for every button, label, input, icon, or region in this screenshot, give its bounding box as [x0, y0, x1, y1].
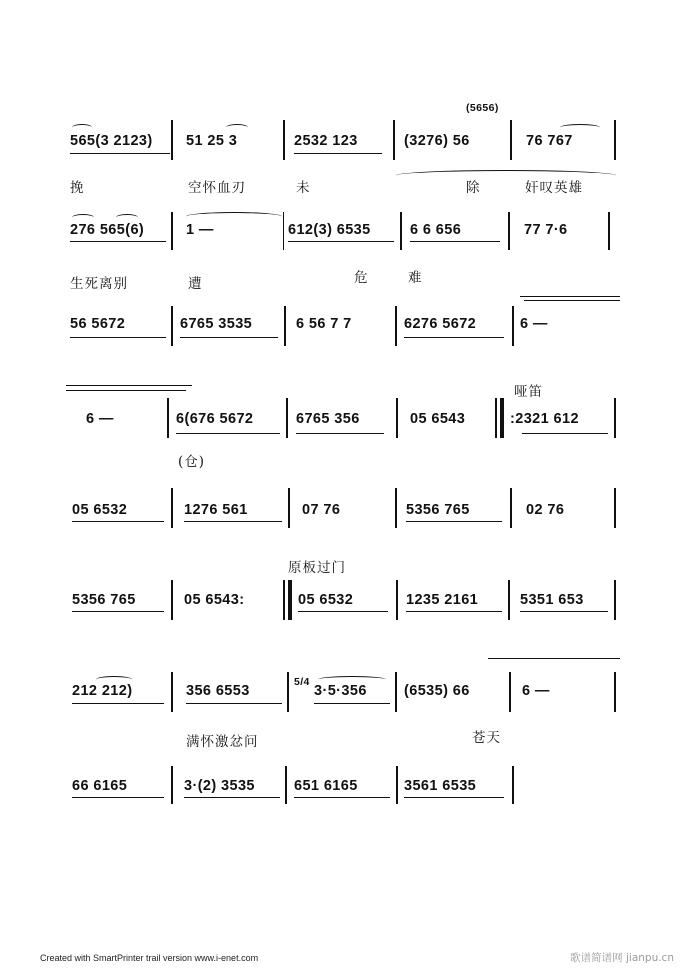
barline [396, 398, 398, 438]
barline [510, 120, 512, 160]
measure-r7-m3: 3·5·356 [314, 683, 367, 699]
underline [72, 521, 164, 522]
underline [404, 797, 504, 798]
measure-r7-m2: 356 6553 [186, 683, 250, 699]
measure-r1-m4: (3276) 56 [404, 133, 470, 149]
underline [296, 433, 384, 434]
underline [176, 433, 280, 434]
underline [72, 611, 164, 612]
underline [72, 703, 164, 704]
measure-r5-m4: 5356 765 [406, 502, 470, 518]
section-label: 原板过门 [288, 560, 346, 576]
above-note: (5656) [466, 102, 499, 114]
tie-line [524, 300, 620, 301]
barline [614, 488, 616, 528]
barline [284, 306, 286, 346]
barline [400, 212, 402, 250]
tie-line [488, 658, 620, 659]
measure-r3-m2: 6765 3535 [180, 316, 253, 332]
lyric: 难 [408, 270, 423, 286]
measure-r2-m5: 77 7·6 [524, 222, 568, 238]
barline [285, 766, 287, 804]
measure-r2-m1: 276 565(6) [70, 222, 145, 238]
slur [226, 124, 248, 131]
underline [406, 521, 502, 522]
repeat-barline [500, 398, 504, 438]
barline [608, 212, 610, 250]
footer-credit: Created with SmartPrinter trail version www.i-enet.com [40, 953, 259, 963]
measure-r3-m5: 6 — [520, 316, 548, 332]
barline [171, 488, 173, 528]
measure-r5-m3: 07 76 [302, 502, 341, 518]
measure-r8-m3: 651 6165 [294, 778, 358, 794]
lyric: 空怀血刃 [188, 180, 246, 196]
barline [283, 120, 285, 160]
barline [495, 398, 497, 438]
underline [522, 433, 608, 434]
underline [406, 611, 502, 612]
measure-r4-m3: 6765 356 [296, 411, 360, 427]
lyric: 危 [354, 270, 369, 286]
barline [510, 488, 512, 528]
measure-r4-m1: 6 — [86, 411, 114, 427]
measure-r1-m5: 76 767 [526, 133, 573, 149]
barline [283, 580, 285, 620]
underline [72, 797, 164, 798]
barline [288, 488, 290, 528]
measure-r7-m1: 212 212) [72, 683, 133, 699]
barline [508, 212, 510, 250]
barline [396, 766, 398, 804]
barline [396, 580, 398, 620]
measure-r2-m2: 1 — [186, 222, 214, 238]
lyric: 挽 [70, 180, 85, 196]
measure-r6-m2: 05 6543: [184, 592, 245, 608]
measure-r7-m4: (6535) 66 [404, 683, 470, 699]
barline [395, 672, 397, 712]
slur [116, 214, 138, 221]
phrase-slur [186, 212, 282, 221]
barline [287, 672, 289, 712]
lyric: 除 [466, 180, 481, 196]
underline [294, 797, 390, 798]
lyric: 遭 [188, 276, 203, 292]
barline [512, 306, 514, 346]
slur [72, 214, 94, 221]
tie-line [520, 296, 620, 297]
measure-r8-m2: 3·(2) 3535 [184, 778, 255, 794]
performance-note: 哑笛 [514, 384, 543, 400]
underline [180, 337, 278, 338]
underline [410, 241, 500, 242]
measure-r5-m1: 05 6532 [72, 502, 128, 518]
barline [508, 580, 510, 620]
barline [171, 120, 173, 160]
measure-r3-m4: 6276 5672 [404, 316, 477, 332]
underline [298, 611, 388, 612]
lyric: 奸叹英雄 [525, 180, 583, 196]
slur [318, 676, 386, 683]
measure-r5-m2: 1276 561 [184, 502, 248, 518]
measure-r6-m5: 5351 653 [520, 592, 584, 608]
measure-r7-m5: 6 — [522, 683, 550, 699]
lyric: 苍天 [472, 730, 501, 746]
phrase-slur [396, 170, 616, 181]
barline [509, 672, 511, 712]
barline [171, 580, 173, 620]
underline [404, 337, 504, 338]
tie-line [66, 390, 186, 391]
barline [283, 212, 284, 250]
lyric: 满怀激忿问 [186, 734, 259, 750]
underline [70, 241, 166, 242]
measure-r6-m3: 05 6532 [298, 592, 354, 608]
barline [395, 488, 397, 528]
slur [96, 676, 132, 683]
measure-r8-m1: 66 6165 [72, 778, 128, 794]
underline [184, 797, 280, 798]
barline [512, 766, 514, 804]
barline [167, 398, 169, 438]
underline [186, 703, 282, 704]
slur [72, 124, 92, 131]
meter-mark: 5/4 [294, 676, 310, 688]
underline [520, 611, 608, 612]
barline [171, 766, 173, 804]
measure-r3-m3: 6 56 7 7 [296, 316, 352, 332]
measure-r4-m5: :2321 612 [510, 411, 579, 427]
watermark: 歌谱简谱网 jianpu.cn [570, 952, 674, 964]
measure-r8-m4: 3561 6535 [404, 778, 477, 794]
measure-r6-m4: 1235 2161 [406, 592, 479, 608]
measure-r1-m2: 51 25 3 [186, 133, 238, 149]
measure-r6-m1: 5356 765 [72, 592, 136, 608]
barline [171, 672, 173, 712]
measure-r4-m4: 05 6543 [410, 411, 466, 427]
barline [614, 580, 616, 620]
measure-r2-m3: 612(3) 6535 [288, 222, 371, 238]
measure-r4-m2: 6(676 5672 [176, 411, 254, 427]
barline [614, 672, 616, 712]
measure-r5-m5: 02 76 [526, 502, 565, 518]
barline [171, 306, 173, 346]
underline [70, 153, 170, 154]
underline [70, 337, 166, 338]
barline [614, 120, 616, 160]
measure-r1-m1: 565(3 2123) [70, 133, 153, 149]
barline [395, 306, 397, 346]
percussion-note: (仓) [178, 454, 206, 470]
barline [171, 212, 173, 250]
measure-r1-m3: 2532 123 [294, 133, 358, 149]
barline [286, 398, 288, 438]
underline [314, 703, 390, 704]
lyric: 生死离别 [70, 276, 128, 292]
lyric: 未 [296, 180, 311, 196]
tie-line [66, 385, 192, 386]
barline [393, 120, 395, 160]
underline [288, 241, 394, 242]
underline [294, 153, 382, 154]
barline [614, 398, 616, 438]
slur [560, 124, 600, 131]
underline [184, 521, 282, 522]
measure-r3-m1: 56 5672 [70, 316, 126, 332]
repeat-barline [288, 580, 292, 620]
measure-r2-m4: 6 6 656 [410, 222, 462, 238]
